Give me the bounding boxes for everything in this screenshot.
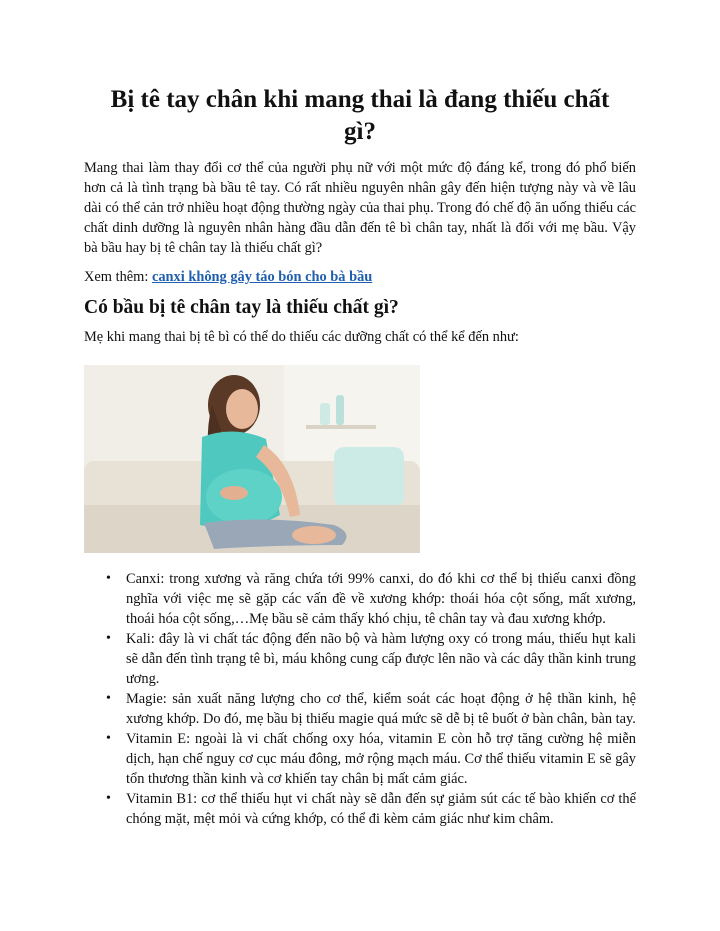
pregnant-woman-photo bbox=[84, 365, 420, 553]
page-title: Bị tê tay chân khi mang thai là đang thiếu chất gì? bbox=[110, 86, 610, 145]
list-item-text: Kali: đây là vi chất tác động đến não bộ và hàm lượng oxy có trong máu, thiếu hụt kali sẽ dẫn đến tình trạng tê bì, máu không cung cấp được lên não và các dây thần kinh trung ương. bbox=[126, 631, 636, 687]
list-item bbox=[106, 569, 636, 629]
bullet-icon: • bbox=[106, 691, 111, 706]
photo-shelf bbox=[306, 425, 376, 429]
list-item-text: Magie: sản xuất năng lượng cho cơ thể, kiểm soát các hoạt động ở hệ thần kinh, hệ xương khớp. Do đó, mẹ bầu bị thiếu magie quá mức sẽ dễ bị tê buốt ở bàn chân, bàn tay. bbox=[126, 691, 636, 727]
see-also-label: Xem thêm: bbox=[84, 269, 152, 285]
bullet-icon: • bbox=[106, 571, 111, 586]
bullet-icon: • bbox=[106, 731, 111, 746]
photo-face bbox=[226, 389, 258, 429]
photo-cushion bbox=[334, 447, 404, 507]
photo-vase-1 bbox=[320, 403, 330, 425]
document-page bbox=[84, 84, 636, 829]
see-also-link[interactable]: canxi không gây táo bón cho bà bầu bbox=[151, 269, 373, 285]
list-item bbox=[106, 629, 636, 689]
list-item bbox=[106, 729, 636, 789]
list-item bbox=[106, 789, 636, 829]
bullet-icon: • bbox=[106, 631, 111, 646]
bullet-icon: • bbox=[106, 791, 111, 806]
intro-paragraph: Mang thai làm thay đổi cơ thể của người phụ nữ với một mức độ đáng kể, trong đó phổ biến hơn cả là tình trạng bà bầu tê tay. Có rất nhiều nguyên nhân gây đến hiện tượng này và về lâu dài có thể cản trở nhiều hoạt động thường ngày của thai phụ. Trong đó chế độ ăn uống thiếu các chất dinh dưỡng là nguyên nhân hàng đầu dẫn đến tê bì chân tay, nhất là đối với mẹ bầu. Vậy bà bầu hay bị tê chân tay là thiếu chất gì? bbox=[84, 160, 636, 256]
list-item-text: Vitamin B1: cơ thể thiếu hụt vi chất này sẽ dẫn đến sự giảm sút các tế bào khiến cơ thể chóng mặt, mệt mỏi và cứng khớp, có thể đi kèm cảm giác như kim châm. bbox=[126, 791, 636, 827]
photo-vase-2 bbox=[336, 395, 344, 425]
photo-hand-belly bbox=[220, 486, 248, 500]
photo-foot bbox=[292, 526, 336, 544]
list-item bbox=[106, 689, 636, 729]
list-item-text: Vitamin E: ngoài là vi chất chống oxy hóa, vitamin E còn hỗ trợ tăng cường hệ miễn dịch, hạn chế nguy cơ cục máu đông, mở rộng mạch máu. Cơ thể thiếu vitamin E sẽ gây tổn thương thần kinh và cơ khiến tay chân bị mất cảm giác. bbox=[126, 731, 636, 787]
section-intro: Mẹ khi mang thai bị tê bì có thể do thiếu các dưỡng chất có thể kể đến như: bbox=[84, 329, 519, 345]
section-heading: Có bầu bị tê chân tay là thiếu chất gì? bbox=[84, 297, 399, 318]
see-also-line bbox=[84, 267, 636, 287]
list-item-text: Canxi: trong xương và răng chứa tới 99% canxi, do đó khi cơ thể bị thiếu canxi đồng nghĩa với việc mẹ sẽ gặp các vấn đề về xương khớp: thoái hóa cột sống, mất xương, thoái hóa cột sống,…Mẹ bầu sẽ cảm thấy khó chịu, tê chân tay và đau xương khớp. bbox=[126, 571, 636, 627]
nutrient-list bbox=[84, 569, 636, 829]
